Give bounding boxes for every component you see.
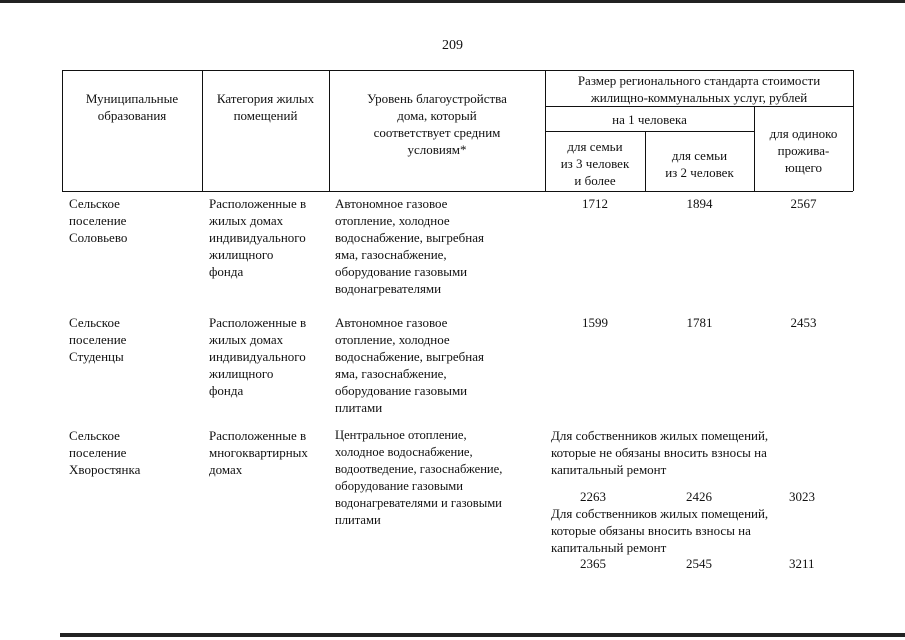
header-single: для одиноко прожива- ющего (769, 126, 838, 175)
row-category: Расположенные в многоквартирных домах (209, 428, 308, 477)
owner-note-capital-repair: Для собственников жилых помещений, которые обязаны вносить взносы на капитальный ремонт (551, 506, 769, 555)
header-category: Категория жилых помещений (216, 91, 315, 123)
row-value-family-2: 2426 (686, 489, 712, 504)
row-value-family-2: 1894 (686, 196, 713, 211)
row-improvement: Центральное отопление, холодное водоснабжение, водоотведение, газоснабжение, оборудование газовыми водонагревателями и газовыми плитами (335, 428, 503, 527)
row-municipality: Сельское поселение Хворостянка (69, 428, 141, 477)
scan-border-top (0, 0, 905, 3)
header-municipality: Муниципальные образования (85, 91, 179, 123)
row-value-single: 3211 (789, 556, 815, 571)
row-value-family-2: 2545 (686, 556, 712, 571)
row-category: Расположенные в жилых домах индивидуального жилищного фонда (209, 315, 307, 398)
header-improvement: Уровень благоустройства дома, который соответствует средним условиям* (367, 91, 507, 157)
row-municipality: Сельское поселение Студенцы (69, 315, 127, 364)
header-family-2: для семьи из 2 человек (665, 148, 734, 180)
row-value-family-2: 1781 (686, 315, 713, 330)
row-improvement: Автономное газовое отопление, холодное водоснабжение, выгребная яма, газоснабжение, оборудование газовыми водонагревателями (335, 196, 484, 296)
owner-note-no-capital-repair: Для собственников жилых помещений, которые не обязаны вносить взносы на капитальный ремонт (551, 428, 769, 477)
row-improvement: Автономное газовое отопление, холодное водоснабжение, выгребная яма, газоснабжение, оборудование газовыми плитами (335, 315, 484, 415)
row-value-single: 3023 (789, 489, 815, 504)
page-number: 209 (442, 38, 463, 53)
row-value-family-3: 1599 (582, 315, 608, 330)
row-value-family-3: 2365 (580, 556, 606, 571)
row-value-single: 2567 (790, 196, 817, 211)
row-value-family-3: 2263 (580, 489, 606, 504)
header-standard-size: Размер регионального стандарта стоимости жилищно-коммунальных услуг, рублей (577, 73, 821, 105)
row-municipality: Сельское поселение Соловьево (69, 196, 128, 245)
header-family-3: для семьи из 3 человек и более (560, 139, 630, 188)
row-value-single: 2453 (790, 315, 817, 330)
header-per-person: на 1 человека (612, 112, 687, 127)
scan-border-bottom (60, 633, 905, 637)
row-value-family-3: 1712 (582, 196, 608, 211)
row-category: Расположенные в жилых домах индивидуального жилищного фонда (209, 196, 307, 279)
